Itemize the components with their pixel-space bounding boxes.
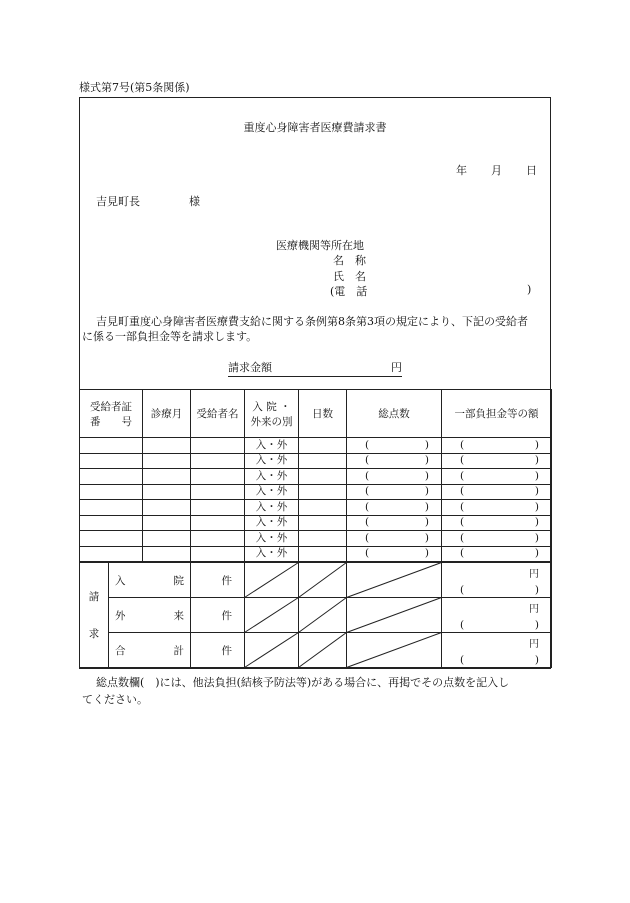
cell-days xyxy=(299,515,347,531)
cell-cert-number xyxy=(80,469,143,485)
cell-month xyxy=(143,469,191,485)
cell-visit-type: 入・外 xyxy=(245,515,299,531)
summary-yen-unit: 円 xyxy=(529,638,539,650)
summary-category-char1: 外 xyxy=(115,609,126,622)
paren-open: ( xyxy=(460,516,465,529)
claim-amount-label: 請求金額 xyxy=(228,361,272,374)
summary-copay xyxy=(442,563,552,598)
summary-visit-type-struck xyxy=(245,598,299,633)
summary-yen-unit: 円 xyxy=(529,603,539,615)
date-month-label: 月 xyxy=(491,164,502,177)
cell-days xyxy=(299,469,347,485)
cell-days xyxy=(299,531,347,547)
summary-points-struck xyxy=(347,563,442,598)
paren-pair xyxy=(442,454,551,467)
paren-close: ) xyxy=(534,438,539,451)
cell-points xyxy=(347,438,442,454)
summary-copay xyxy=(442,633,552,668)
cell-days xyxy=(299,500,347,516)
institution-phone-close: ) xyxy=(527,283,532,296)
institution-person-label: 氏 名 xyxy=(333,270,366,283)
paren-open: ( xyxy=(365,500,370,513)
summary-category-char1: 合 xyxy=(115,644,126,657)
summary-count xyxy=(191,633,245,668)
cell-recipient xyxy=(191,453,245,469)
summary-points-struck xyxy=(347,598,442,633)
cell-points xyxy=(347,469,442,485)
cell-recipient xyxy=(191,515,245,531)
claim-amount-field xyxy=(228,359,402,377)
summary-yen-unit: 円 xyxy=(529,568,539,580)
paren-close: ) xyxy=(424,485,429,498)
paren-close: ) xyxy=(424,500,429,513)
paren-close: ) xyxy=(534,547,539,560)
summary-days-struck xyxy=(299,598,347,633)
paren-close: ) xyxy=(534,469,539,482)
paren-pair xyxy=(347,532,441,545)
summary-category-char2: 来 xyxy=(173,609,184,622)
summary-row xyxy=(80,598,552,633)
cell-copay xyxy=(442,469,552,485)
date-year-label: 年 xyxy=(456,164,467,177)
table-row xyxy=(80,531,552,547)
summary-category xyxy=(109,633,191,668)
cell-visit-type: 入・外 xyxy=(245,438,299,454)
paren-pair xyxy=(347,516,441,529)
summary-category-char1: 入 xyxy=(115,574,126,587)
table-row xyxy=(80,438,552,454)
paren-open: ( xyxy=(460,547,465,560)
cell-month xyxy=(143,531,191,547)
footnote-line1: 総点数欄( )には、他法負担(結核予防法等)がある場合に、再掲でその点数を記入し xyxy=(96,676,510,689)
paren-pair xyxy=(442,650,551,666)
paren-pair xyxy=(347,439,441,452)
paren-pair xyxy=(442,485,551,498)
paren-pair xyxy=(442,615,551,631)
cell-recipient xyxy=(191,469,245,485)
header-days: 日数 xyxy=(299,390,347,438)
summary-visit-type-struck xyxy=(245,563,299,598)
cell-copay xyxy=(442,546,552,562)
summary-days-struck xyxy=(299,563,347,598)
paren-open: ( xyxy=(460,500,465,513)
paren-open: ( xyxy=(460,485,465,498)
cell-recipient xyxy=(191,500,245,516)
paren-close: ) xyxy=(534,500,539,513)
header-cert-number xyxy=(80,390,143,438)
summary-days-struck xyxy=(299,633,347,668)
cell-copay xyxy=(442,484,552,500)
footnote-line2: てください。 xyxy=(82,693,148,706)
cell-month xyxy=(143,438,191,454)
table-row xyxy=(80,515,552,531)
cell-visit-type: 入・外 xyxy=(245,546,299,562)
cell-points xyxy=(347,484,442,500)
summary-table xyxy=(79,562,552,668)
cell-visit-type: 入・外 xyxy=(245,531,299,547)
summary-count-unit: 件 xyxy=(221,574,232,587)
summary-row xyxy=(80,633,552,668)
paren-pair xyxy=(442,532,551,545)
institution-phone-label: (電 話 xyxy=(330,285,368,298)
table-row xyxy=(80,484,552,500)
header-recipient-name: 受給者名 xyxy=(191,390,245,438)
summary-category xyxy=(109,563,191,598)
paren-pair xyxy=(347,547,441,560)
paren-pair xyxy=(442,439,551,452)
cell-cert-number xyxy=(80,453,143,469)
paren-close: ) xyxy=(534,531,539,544)
addressee-name: 吉見町長 xyxy=(96,195,140,208)
paren-close: ) xyxy=(534,454,539,467)
table-row xyxy=(80,500,552,516)
paren-pair xyxy=(442,501,551,514)
cell-cert-number xyxy=(80,515,143,531)
paren-open: ( xyxy=(365,469,370,482)
summary-copay xyxy=(442,598,552,633)
cell-days xyxy=(299,484,347,500)
summary-category-char2: 院 xyxy=(173,574,184,587)
cell-days xyxy=(299,453,347,469)
cell-cert-number xyxy=(80,500,143,516)
paren-open: ( xyxy=(460,653,465,666)
cell-month xyxy=(143,515,191,531)
cell-month xyxy=(143,453,191,469)
paren-open: ( xyxy=(365,516,370,529)
header-type-line2: 外来の別 xyxy=(250,415,293,428)
paren-close: ) xyxy=(534,653,539,666)
cell-points xyxy=(347,453,442,469)
table-row xyxy=(80,453,552,469)
cell-visit-type: 入・外 xyxy=(245,500,299,516)
cell-month xyxy=(143,500,191,516)
body-text-line2: に係る一部負担金等を請求します。 xyxy=(82,330,258,343)
paren-close: ) xyxy=(424,454,429,467)
table-row xyxy=(80,469,552,485)
summary-label-char1: 請 xyxy=(88,591,100,603)
cell-recipient xyxy=(191,438,245,454)
cell-copay xyxy=(442,500,552,516)
paren-pair xyxy=(442,470,551,483)
summary-count xyxy=(191,563,245,598)
form-number: 様式第7号(第5条関係) xyxy=(79,81,190,94)
table-header-row xyxy=(80,390,552,438)
cell-cert-number xyxy=(80,546,143,562)
summary-row xyxy=(80,563,552,598)
cell-points xyxy=(347,531,442,547)
paren-pair xyxy=(442,580,551,596)
header-type-line1: 入 院 ・ xyxy=(252,400,291,413)
paren-open: ( xyxy=(460,454,465,467)
paren-close: ) xyxy=(424,547,429,560)
header-total-points: 総点数 xyxy=(347,390,442,438)
paren-pair xyxy=(442,516,551,529)
summary-count-unit: 件 xyxy=(221,644,232,657)
cell-days xyxy=(299,438,347,454)
paren-close: ) xyxy=(534,485,539,498)
header-visit-type xyxy=(245,390,299,438)
summary-label-char2: 求 xyxy=(88,628,100,640)
paren-open: ( xyxy=(365,438,370,451)
summary-label xyxy=(80,563,109,668)
cell-copay xyxy=(442,438,552,454)
cell-month xyxy=(143,546,191,562)
paren-close: ) xyxy=(424,531,429,544)
cell-visit-type: 入・外 xyxy=(245,469,299,485)
paren-pair xyxy=(442,547,551,560)
paren-pair xyxy=(347,485,441,498)
summary-count-unit: 件 xyxy=(221,609,232,622)
paren-open: ( xyxy=(365,485,370,498)
paren-close: ) xyxy=(534,583,539,596)
cell-cert-number xyxy=(80,438,143,454)
form-title: 重度心身障害者医療費請求書 xyxy=(243,121,387,134)
cell-points xyxy=(347,546,442,562)
addressee-honorific: 様 xyxy=(189,195,200,208)
paren-close: ) xyxy=(534,516,539,529)
paren-open: ( xyxy=(460,618,465,631)
paren-open: ( xyxy=(460,583,465,596)
paren-pair xyxy=(347,501,441,514)
paren-open: ( xyxy=(460,438,465,451)
cell-copay xyxy=(442,531,552,547)
date-day-label: 日 xyxy=(526,164,537,177)
claim-table xyxy=(79,389,552,562)
cell-points xyxy=(347,500,442,516)
paren-close: ) xyxy=(424,469,429,482)
cell-points xyxy=(347,515,442,531)
summary-count xyxy=(191,598,245,633)
cell-recipient xyxy=(191,531,245,547)
summary-category-char2: 計 xyxy=(173,644,184,657)
summary-category xyxy=(109,598,191,633)
header-cert-line2: 番 号 xyxy=(90,415,132,428)
claim-amount-unit: 円 xyxy=(391,361,402,374)
header-copay-amount: 一部負担金等の額 xyxy=(442,390,552,438)
institution-address-label: 医療機関等所在地 xyxy=(276,239,364,252)
institution-name-label: 名 称 xyxy=(333,254,366,267)
table-row xyxy=(80,546,552,562)
summary-points-struck xyxy=(347,633,442,668)
cell-recipient xyxy=(191,484,245,500)
cell-cert-number xyxy=(80,531,143,547)
header-cert-line1: 受給者証 xyxy=(90,400,132,413)
paren-close: ) xyxy=(424,438,429,451)
body-text-line1: 吉見町重度心身障害者医療費支給に関する条例第8条第3項の規定により、下記の受給者 xyxy=(96,315,528,328)
paren-open: ( xyxy=(460,469,465,482)
cell-visit-type: 入・外 xyxy=(245,484,299,500)
paren-open: ( xyxy=(365,454,370,467)
paren-open: ( xyxy=(460,531,465,544)
paren-open: ( xyxy=(365,547,370,560)
summary-visit-type-struck xyxy=(245,633,299,668)
cell-copay xyxy=(442,515,552,531)
paren-pair xyxy=(347,470,441,483)
paren-close: ) xyxy=(534,618,539,631)
cell-copay xyxy=(442,453,552,469)
header-treatment-month: 診療月 xyxy=(143,390,191,438)
paren-close: ) xyxy=(424,516,429,529)
cell-recipient xyxy=(191,546,245,562)
cell-visit-type: 入・外 xyxy=(245,453,299,469)
cell-days xyxy=(299,546,347,562)
paren-pair xyxy=(347,454,441,467)
paren-open: ( xyxy=(365,531,370,544)
cell-cert-number xyxy=(80,484,143,500)
cell-month xyxy=(143,484,191,500)
